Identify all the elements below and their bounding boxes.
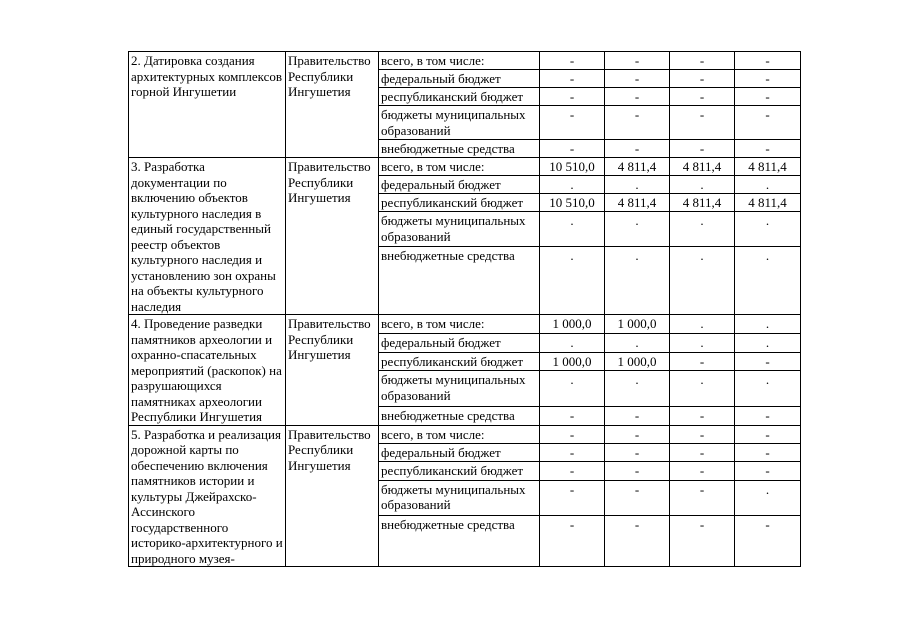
amount-cell: -	[670, 406, 735, 425]
amount-cell: 4 811,4	[670, 158, 735, 176]
amount-cell: .	[605, 333, 670, 352]
amount-cell: -	[735, 462, 801, 480]
funding-source-cell: всего, в том числе:	[379, 425, 540, 443]
activity-name-cell: 4. Проведение разведки памятников археологии и охранно-спасательных мероприятий (раскопок) на разрушающихся памятниках археологии Республики Ингушетия	[129, 315, 286, 426]
funding-source-cell: всего, в том числе:	[379, 158, 540, 176]
amount-cell: -	[540, 443, 605, 461]
amount-cell: .	[605, 212, 670, 246]
program-funding-table	[128, 51, 801, 567]
amount-cell: .	[735, 333, 801, 352]
amount-cell: -	[735, 425, 801, 443]
funding-source-cell: республиканский бюджет	[379, 462, 540, 480]
executor-cell: Правительство Республики Ингушетия	[286, 158, 379, 315]
funding-source-cell: республиканский бюджет	[379, 88, 540, 106]
funding-source-cell: республиканский бюджет	[379, 194, 540, 212]
amount-cell: .	[670, 212, 735, 246]
amount-cell: -	[735, 515, 801, 566]
amount-cell: 1 000,0	[605, 315, 670, 334]
funding-source-cell: федеральный бюджет	[379, 176, 540, 194]
amount-cell: -	[540, 70, 605, 88]
amount-cell: .	[605, 371, 670, 406]
amount-cell: -	[735, 406, 801, 425]
amount-cell: -	[605, 106, 670, 140]
amount-cell: .	[670, 371, 735, 406]
amount-cell: -	[670, 515, 735, 566]
amount-cell: -	[735, 140, 801, 158]
amount-cell: -	[605, 70, 670, 88]
funding-source-cell: внебюджетные средства	[379, 515, 540, 566]
amount-cell: -	[540, 406, 605, 425]
amount-cell: .	[540, 333, 605, 352]
amount-cell: -	[670, 480, 735, 515]
amount-cell: -	[670, 52, 735, 70]
amount-cell: 1 000,0	[605, 352, 670, 371]
funding-source-cell: всего, в том числе:	[379, 52, 540, 70]
amount-cell: .	[540, 246, 605, 314]
amount-cell: .	[735, 315, 801, 334]
amount-cell: -	[735, 88, 801, 106]
amount-cell: -	[735, 70, 801, 88]
amount-cell: -	[540, 480, 605, 515]
executor-cell: Правительство Республики Ингушетия	[286, 315, 379, 426]
activity-name-cell: 2. Датировка создания архитектурных комплексов горной Ингушетии	[129, 52, 286, 158]
amount-cell: -	[605, 425, 670, 443]
amount-cell: -	[605, 515, 670, 566]
table-row	[129, 52, 801, 70]
funding-source-cell: бюджеты муниципальных образований	[379, 480, 540, 515]
executor-cell: Правительство Республики Ингушетия	[286, 52, 379, 158]
funding-source-cell: внебюджетные средства	[379, 140, 540, 158]
amount-cell: -	[540, 425, 605, 443]
executor-cell: Правительство Республики Ингушетия	[286, 425, 379, 567]
amount-cell: -	[540, 106, 605, 140]
amount-cell: 1 000,0	[540, 352, 605, 371]
amount-cell: -	[735, 52, 801, 70]
amount-cell: -	[735, 106, 801, 140]
table-row	[129, 425, 801, 443]
amount-cell: 4 811,4	[605, 158, 670, 176]
amount-cell: 4 811,4	[670, 194, 735, 212]
amount-cell: -	[605, 462, 670, 480]
amount-cell: -	[540, 52, 605, 70]
amount-cell: .	[670, 246, 735, 314]
amount-cell: -	[670, 462, 735, 480]
funding-source-cell: федеральный бюджет	[379, 443, 540, 461]
amount-cell: -	[735, 443, 801, 461]
amount-cell: 4 811,4	[735, 158, 801, 176]
amount-cell: .	[735, 480, 801, 515]
amount-cell: -	[670, 352, 735, 371]
amount-cell: -	[540, 140, 605, 158]
amount-cell: .	[735, 176, 801, 194]
amount-cell: -	[605, 88, 670, 106]
amount-cell: -	[605, 406, 670, 425]
amount-cell: .	[670, 333, 735, 352]
funding-source-cell: внебюджетные средства	[379, 406, 540, 425]
amount-cell: -	[605, 52, 670, 70]
amount-cell: -	[670, 106, 735, 140]
amount-cell: 10 510,0	[540, 194, 605, 212]
amount-cell: .	[540, 212, 605, 246]
table-body	[129, 52, 801, 567]
amount-cell: -	[605, 443, 670, 461]
amount-cell: -	[540, 515, 605, 566]
activity-name-cell: 3. Разработка документации по включению объектов культурного наследия в единый государственный реестр объектов культурного наследия и установлению зон охраны на объекты культурного наследия	[129, 158, 286, 315]
amount-cell: -	[670, 425, 735, 443]
amount-cell: -	[670, 443, 735, 461]
amount-cell: -	[605, 480, 670, 515]
amount-cell: .	[605, 176, 670, 194]
amount-cell: .	[670, 315, 735, 334]
funding-source-cell: всего, в том числе:	[379, 315, 540, 334]
amount-cell: 4 811,4	[735, 194, 801, 212]
amount-cell: -	[605, 140, 670, 158]
activity-name-cell: 5. Разработка и реализация дорожной карты по обеспечению включения памятников истории и культуры Джейрахско-Ассинского государственного историко-архитектурного и природного музея-	[129, 425, 286, 567]
amount-cell: .	[735, 212, 801, 246]
amount-cell: .	[605, 246, 670, 314]
amount-cell: -	[670, 88, 735, 106]
amount-cell: .	[670, 176, 735, 194]
funding-source-cell: внебюджетные средства	[379, 246, 540, 314]
amount-cell: .	[735, 371, 801, 406]
funding-source-cell: бюджеты муниципальных образований	[379, 371, 540, 406]
amount-cell: -	[670, 70, 735, 88]
amount-cell: .	[540, 176, 605, 194]
funding-source-cell: бюджеты муниципальных образований	[379, 212, 540, 246]
amount-cell: -	[670, 140, 735, 158]
funding-source-cell: республиканский бюджет	[379, 352, 540, 371]
amount-cell: 10 510,0	[540, 158, 605, 176]
funding-source-cell: федеральный бюджет	[379, 333, 540, 352]
table-row	[129, 158, 801, 176]
amount-cell: .	[735, 246, 801, 314]
amount-cell: 1 000,0	[540, 315, 605, 334]
amount-cell: -	[735, 352, 801, 371]
amount-cell: -	[540, 88, 605, 106]
amount-cell: -	[540, 462, 605, 480]
funding-source-cell: федеральный бюджет	[379, 70, 540, 88]
amount-cell: 4 811,4	[605, 194, 670, 212]
amount-cell: .	[540, 371, 605, 406]
funding-source-cell: бюджеты муниципальных образований	[379, 106, 540, 140]
table-row	[129, 315, 801, 334]
